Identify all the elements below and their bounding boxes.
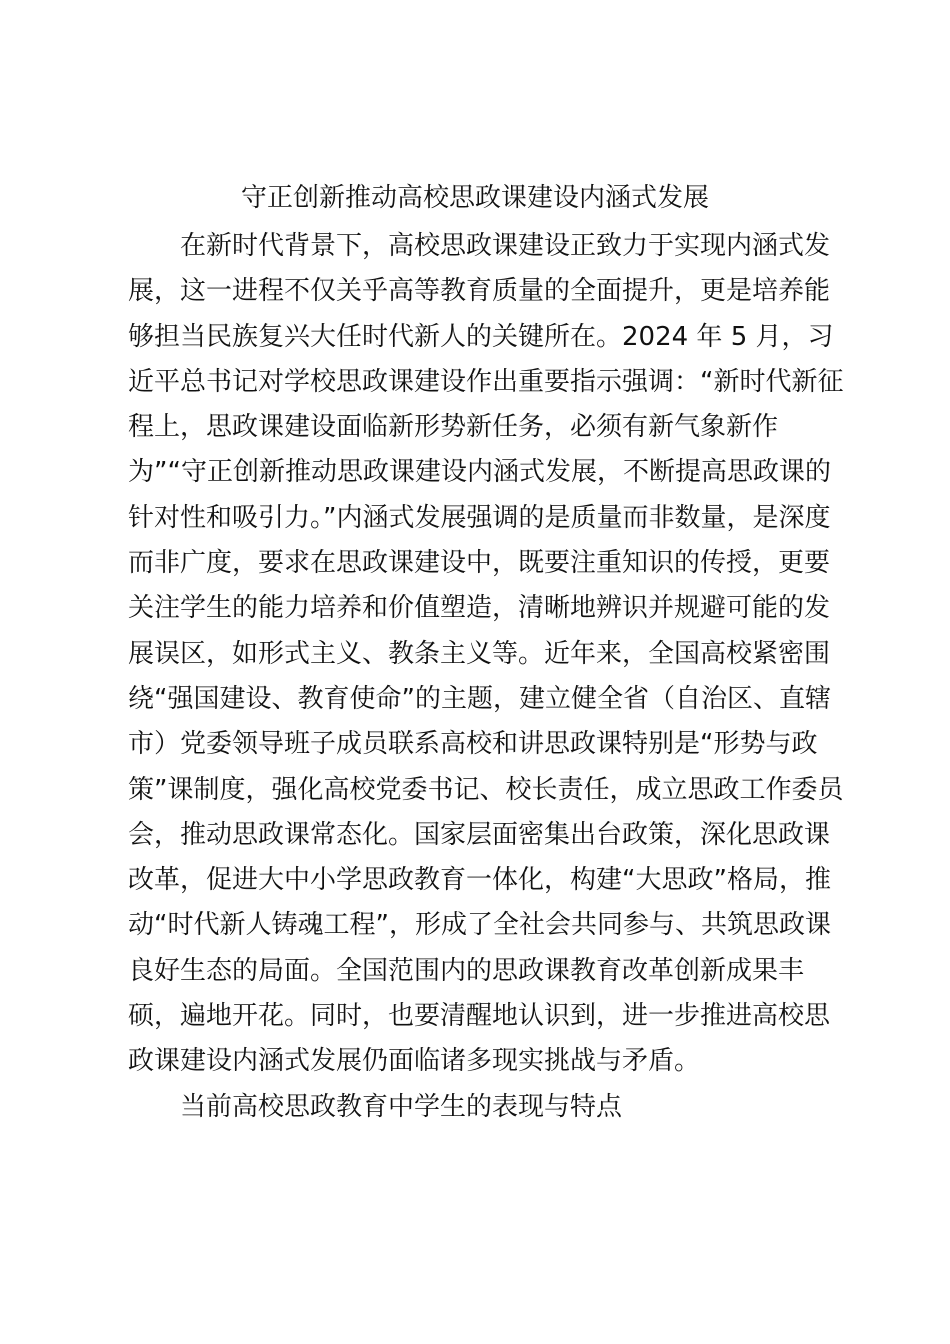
document-title: 守正创新推动高校思政课建设内涵式发展 [240, 183, 709, 213]
paragraph-line: 动“时代新人铸魂工程”，形成了全社会共同参与、共筑思政课 [128, 910, 831, 941]
section-heading: 当前高校思政教育中学生的表现与特点 [180, 1091, 623, 1122]
paragraph-line: 硕，遍地开花。同时，也要清醒地认识到，进一步推进高校思 [128, 1001, 831, 1032]
paragraph-line: 关注学生的能力培养和价值塑造，清晰地辨识并规避可能的发 [128, 593, 831, 624]
paragraph-line: 而非广度，要求在思政课建设中，既要注重知识的传授，更要 [128, 548, 831, 579]
paragraph-line: 策”课制度，强化高校党委书记、校长责任，成立思政工作委员 [128, 774, 844, 805]
paragraph-line: 改革，促进大中小学思政教育一体化，构建“大思政”格局，推 [128, 865, 831, 896]
paragraph-line: 够担当民族复兴大任时代新人的关键所在。2024 年 5 月，习 [128, 321, 834, 352]
paragraph-line: 程上，思政课建设面临新形势新任务，必须有新气象新作 [128, 412, 779, 443]
paragraph-line: 会，推动思政课常态化。国家层面密集出台政策，深化思政课 [128, 819, 831, 850]
paragraph-line: 展，这一进程不仅关乎高等教育质量的全面提升，更是培养能 [128, 276, 831, 307]
document-body [128, 224, 848, 1130]
paragraph-line: 为”“守正创新推动思政课建设内涵式发展，不断提高思政课的 [128, 457, 831, 488]
paragraph-line: 针对性和吸引力。”内涵式发展强调的是质量而非数量，是深度 [128, 502, 831, 533]
paragraph-line: 政课建设内涵式发展仍面临诸多现实挑战与矛盾。 [128, 1046, 701, 1077]
paragraph-line: 在新时代背景下，高校思政课建设正致力于实现内涵式发 [180, 231, 831, 261]
paragraph-line: 市）党委领导班子成员联系高校和讲思政课特别是“形势与政 [128, 729, 818, 760]
paragraph-line: 良好生态的局面。全国范围内的思政课教育改革创新成果丰 [128, 955, 805, 986]
paragraph-line: 绕“强国建设、教育使命”的主题，建立健全省（自治区、直辖 [128, 683, 831, 714]
paragraph-line: 展误区，如形式主义、教条主义等。近年来，全国高校紧密围 [128, 638, 831, 669]
paragraph-line: 近平总书记对学校思政课建设作出重要指示强调：“新时代新征 [128, 366, 844, 397]
